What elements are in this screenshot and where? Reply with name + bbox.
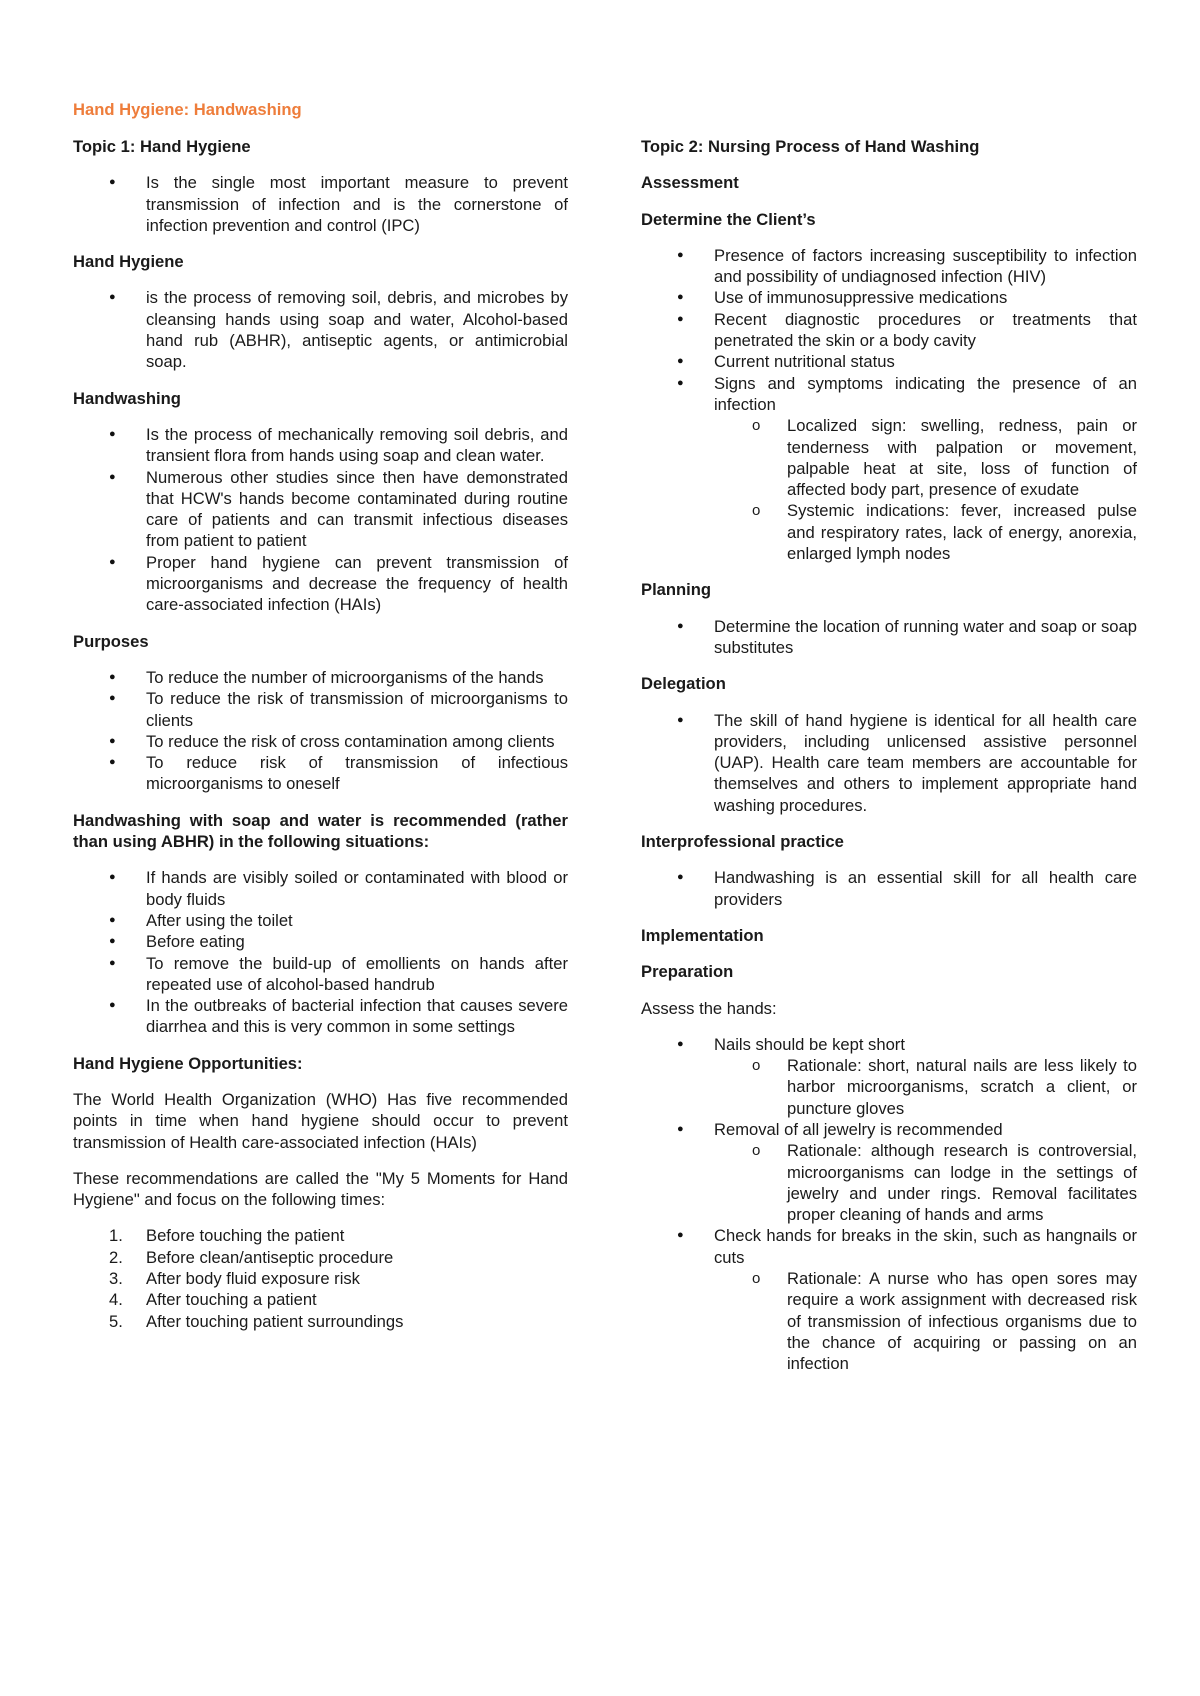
list-item: ● is the process of removing soil, debris, and microbes by cleansing hands using soap and water, Alcohol-based hand rub (ABHR), antiseptic agents, or antimicrobial soap. xyxy=(73,287,568,372)
list-item xyxy=(73,1311,568,1332)
item-number: 4. xyxy=(109,1290,123,1310)
planning-heading: Planning xyxy=(641,580,712,600)
list-item: ● To reduce the risk of cross contamination among clients xyxy=(73,731,568,752)
topic1-heading: Topic 1: Hand Hygiene xyxy=(73,137,251,156)
soap-water-heading: Handwashing with soap and water is recommended (rather than using ABHR) in the following situations: xyxy=(73,810,568,852)
list-item xyxy=(641,1034,1137,1119)
list-item xyxy=(73,1289,568,1310)
sub-list-item: o Rationale: short, natural nails are less likely to harbor microorganisms, scratch a client, or puncture gloves xyxy=(714,1055,1137,1119)
list-item: ● Numerous other studies since then have demonstrated that HCW's hands become contaminated during routine care of patients and can transmit infectious diseases from patient to patient xyxy=(73,467,568,552)
item-number: 1. xyxy=(109,1226,123,1246)
assess-hands-list xyxy=(641,1034,1137,1375)
list-item: ● Before eating xyxy=(73,931,568,952)
hand-hygiene-list xyxy=(73,287,568,372)
item-text: Removal of all jewelry is recommended xyxy=(714,1119,1003,1139)
list-item xyxy=(73,1268,568,1289)
list-item xyxy=(641,1225,1137,1374)
topic1-list xyxy=(73,172,568,236)
list-item: ● To reduce the risk of transmission of microorganisms to clients xyxy=(73,688,568,731)
signs-sublist xyxy=(714,415,1137,564)
soap-water-list xyxy=(73,867,568,1037)
item-number: 5. xyxy=(109,1311,123,1331)
list-item: ● Handwashing is an essential skill for all health care providers xyxy=(641,867,1137,910)
item-text: After body fluid exposure risk xyxy=(146,1269,360,1289)
list-item xyxy=(641,1119,1137,1225)
list-item: ● To reduce the number of microorganisms of the hands xyxy=(73,667,568,688)
delegation-heading: Delegation xyxy=(641,674,726,694)
five-moments-list xyxy=(73,1225,568,1331)
item-text: After touching a patient xyxy=(146,1290,317,1310)
sub-list-item: o Systemic indications: fever, increased pulse and respiratory rates, lack of energy, anorexia, enlarged lymph nodes xyxy=(714,500,1137,564)
determine-list xyxy=(641,245,1137,564)
list-item: ● Determine the location of running water and soap or soap substitutes xyxy=(641,616,1137,659)
list-item: ● Current nutritional status xyxy=(641,351,1137,372)
purposes-list xyxy=(73,667,568,795)
topic2-heading: Topic 2: Nursing Process of Hand Washing xyxy=(641,137,980,156)
jewelry-sublist xyxy=(714,1140,1137,1225)
sub-list-item: o Rationale: A nurse who has open sores may require a work assignment with decreased risk of transmission of infectious organisms due to the chance of acquiring or passing on an infection xyxy=(714,1268,1137,1374)
left-column xyxy=(73,136,568,1347)
right-column xyxy=(641,136,1137,1390)
list-item: ● The skill of hand hygiene is identical for all health care providers, including unlicensed assistive personnel (UAP). Health care team members are accountable for themselves and others to implement appropriate hand washing procedures. xyxy=(641,710,1137,816)
interprofessional-heading: Interprofessional practice xyxy=(641,832,844,852)
sub-list-item: o Rationale: although research is controversial, microorganisms can lodge in the settings of jewelry and under rings. Removal facilitates proper cleaning of hands and arms xyxy=(714,1140,1137,1225)
list-item xyxy=(73,1225,568,1246)
assessment-heading: Assessment xyxy=(641,173,739,193)
list-item: ● Recent diagnostic procedures or treatments that penetrated the skin or a body cavity xyxy=(641,309,1137,352)
handwashing-heading: Handwashing xyxy=(73,388,181,408)
list-item: ● In the outbreaks of bacterial infection that causes severe diarrhea and this is very common in some settings xyxy=(73,995,568,1038)
list-item: ● Proper hand hygiene can prevent transmission of microorganisms and decrease the frequency of health care-associated infection (HAIs) xyxy=(73,552,568,616)
document-title: Hand Hygiene: Handwashing xyxy=(73,100,302,119)
item-number: 2. xyxy=(109,1247,123,1267)
nails-sublist xyxy=(714,1055,1137,1119)
list-item xyxy=(73,1247,568,1268)
assess-hands-text: Assess the hands: xyxy=(641,998,777,1018)
handwashing-list xyxy=(73,424,568,616)
list-item: ● Is the process of mechanically removing soil debris, and transient flora from hands using soap and clean water. xyxy=(73,424,568,467)
item-text: After touching patient surroundings xyxy=(146,1311,404,1331)
moments-intro-paragraph: These recommendations are called the "My 5 Moments for Hand Hygiene" and focus on the following times: xyxy=(73,1168,568,1210)
list-item xyxy=(641,373,1137,565)
interprofessional-list xyxy=(641,867,1137,910)
list-item: ● If hands are visibly soiled or contaminated with blood or body fluids xyxy=(73,867,568,910)
list-item: ● Presence of factors increasing susceptibility to infection and possibility of undiagnosed infection (HIV) xyxy=(641,245,1137,288)
item-text: Nails should be kept short xyxy=(714,1034,905,1054)
breaks-sublist xyxy=(714,1268,1137,1374)
item-text: Before clean/antiseptic procedure xyxy=(146,1247,394,1267)
hand-hygiene-heading: Hand Hygiene xyxy=(73,252,184,272)
preparation-heading: Preparation xyxy=(641,962,734,982)
list-item: ● To remove the build-up of emollients on hands after repeated use of alcohol-based handrub xyxy=(73,953,568,996)
delegation-list xyxy=(641,710,1137,816)
purposes-heading: Purposes xyxy=(73,631,149,651)
list-item: ● To reduce risk of transmission of infectious microorganisms to oneself xyxy=(73,752,568,795)
list-item: ● Use of immunosuppressive medications xyxy=(641,287,1137,308)
implementation-heading: Implementation xyxy=(641,925,764,945)
list-item: ● After using the toilet xyxy=(73,910,568,931)
item-number: 3. xyxy=(109,1269,123,1289)
list-item: ● Is the single most important measure to prevent transmission of infection and is the cornerstone of infection prevention and control (IPC) xyxy=(73,172,568,236)
sub-list-item: o Localized sign: swelling, redness, pain or tenderness with palpation or movement, palpable heat at site, loss of function of affected body part, presence of exudate xyxy=(714,415,1137,500)
item-text: Signs and symptoms indicating the presence of an infection xyxy=(714,373,1137,414)
planning-list xyxy=(641,616,1137,659)
item-text: Before touching the patient xyxy=(146,1226,345,1246)
determine-heading: Determine the Client’s xyxy=(641,209,816,229)
opportunities-paragraph: The World Health Organization (WHO) Has five recommended points in time when hand hygiene should occur to prevent transmission of Health care-associated infection (HAIs) xyxy=(73,1089,568,1152)
opportunities-heading: Hand Hygiene Opportunities: xyxy=(73,1053,303,1073)
item-text: Check hands for breaks in the skin, such as hangnails or cuts xyxy=(714,1226,1137,1267)
